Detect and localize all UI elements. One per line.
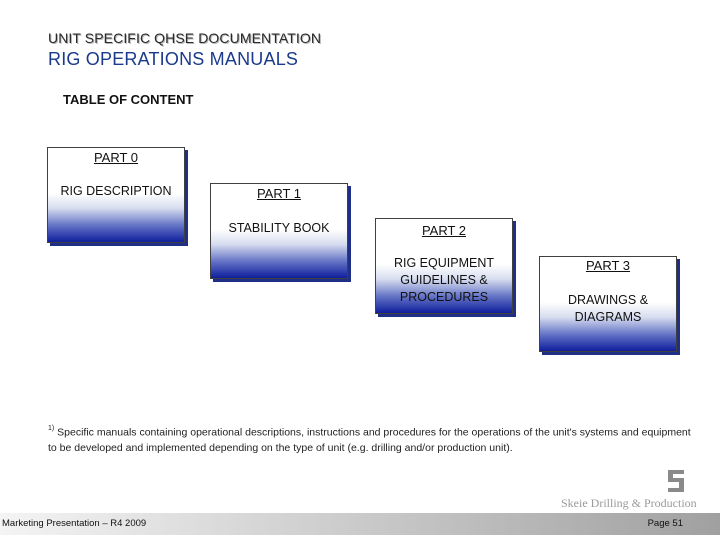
part-1-label: PART 1 bbox=[256, 186, 302, 201]
part-3-desc-line: DRAWINGS & bbox=[567, 293, 649, 307]
part-2-label: PART 2 bbox=[421, 223, 467, 238]
footer-bar bbox=[0, 513, 720, 535]
part-1-box bbox=[210, 183, 348, 279]
page-number: Page 51 bbox=[647, 518, 683, 529]
toc-label: TABLE OF CONTENT bbox=[63, 92, 194, 107]
part-2-desc-line: PROCEDURES bbox=[399, 290, 489, 304]
skeie-logo-icon bbox=[666, 470, 686, 492]
part-1-description: STABILITY BOOK bbox=[228, 221, 330, 235]
part-3-desc-line: DIAGRAMS bbox=[574, 310, 642, 324]
part-2-desc-line: RIG EQUIPMENT bbox=[393, 256, 494, 270]
part-2-desc-line: GUIDELINES & bbox=[400, 273, 488, 287]
footnote bbox=[48, 422, 698, 456]
part-3-label: PART 3 bbox=[585, 258, 631, 273]
header-subtitle: UNIT SPECIFIC QHSE DOCUMENTATION bbox=[48, 30, 322, 46]
part-2-box bbox=[375, 218, 513, 314]
part-3-box bbox=[539, 256, 677, 352]
part-2-description bbox=[376, 255, 512, 306]
part-0-description: RIG DESCRIPTION bbox=[60, 184, 172, 198]
footnote-marker: 1) bbox=[48, 425, 55, 432]
part-3-description bbox=[540, 292, 676, 326]
part-0-label: PART 0 bbox=[93, 150, 139, 165]
footer-presentation-label: Marketing Presentation – R4 2009 bbox=[2, 518, 147, 529]
company-logo-text: Skeie Drilling & Production bbox=[561, 496, 697, 510]
page-title: RIG OPERATIONS MANUALS bbox=[48, 49, 299, 69]
part-0-box bbox=[47, 147, 185, 243]
footnote-text: Specific manuals containing operational descriptions, instructions and procedures for the operations of the unit's systems and equipment to be developed and implemented depending on the type of unit (e.g. drilling and/or production unit). bbox=[48, 426, 691, 454]
